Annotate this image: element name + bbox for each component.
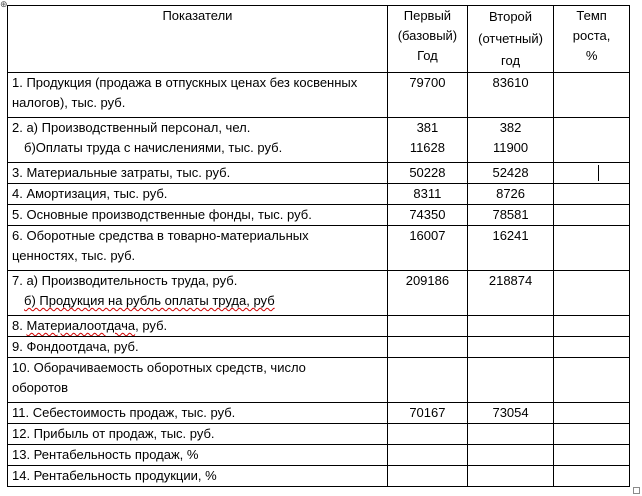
row-first-year-cell[interactable] xyxy=(387,205,467,226)
row-first-year-cell[interactable] xyxy=(387,163,467,184)
row-name-cell[interactable] xyxy=(8,358,388,403)
row-name: 5. Основные производственные фонды, тыс. руб. xyxy=(12,207,312,222)
row-first-year-cell[interactable] xyxy=(387,424,467,445)
table-row xyxy=(8,403,630,424)
table-row xyxy=(8,358,630,403)
row-name-number: 8. xyxy=(12,318,27,333)
row-growth-cell[interactable] xyxy=(554,466,630,487)
row-second-year-cell[interactable] xyxy=(467,445,553,466)
table-row xyxy=(8,118,630,163)
row-second-year-cell[interactable] xyxy=(467,403,553,424)
header-first-year-line1: Первый xyxy=(403,8,452,23)
row-growth-cell[interactable] xyxy=(554,271,630,316)
row-second-year-cell[interactable] xyxy=(467,118,553,163)
row-first-year-value: 74350 xyxy=(409,207,446,222)
row-first-year-cell[interactable] xyxy=(387,403,467,424)
row-growth-cell[interactable] xyxy=(554,337,630,358)
row-second-year-cell[interactable] xyxy=(467,163,553,184)
row-name-sub xyxy=(12,291,383,311)
row-name: 9. Фондоотдача, руб. xyxy=(12,339,139,354)
row-growth-cell[interactable] xyxy=(554,226,630,271)
row-name-sub: б)Оплаты труда с начислениями, тыс. руб. xyxy=(24,140,283,155)
row-second-year-value-sub: 11900 xyxy=(492,140,529,155)
row-first-year-cell[interactable] xyxy=(387,316,467,337)
row-growth-cell[interactable] xyxy=(554,163,630,184)
row-name-cell[interactable] xyxy=(8,184,388,205)
row-growth-cell[interactable] xyxy=(554,118,630,163)
row-first-year-value-sub: 11628 xyxy=(409,140,445,155)
table-row xyxy=(8,226,630,271)
row-name-cont: налогов), тыс. руб. xyxy=(12,95,126,110)
row-name: 11. Себестоимость продаж, тыс. руб. xyxy=(12,405,236,420)
table-row xyxy=(8,316,630,337)
row-first-year-cell[interactable] xyxy=(387,337,467,358)
row-name-cell[interactable] xyxy=(8,163,388,184)
row-name-cont: ценностях, тыс. руб. xyxy=(12,248,136,263)
table-row xyxy=(8,205,630,226)
row-growth-cell[interactable] xyxy=(554,403,630,424)
row-name: 4. Амортизация, тыс. руб. xyxy=(12,186,168,201)
header-first-year-line2: (базовый) xyxy=(397,28,458,43)
row-growth-cell[interactable] xyxy=(554,205,630,226)
row-name-cell[interactable] xyxy=(8,271,388,316)
table-header-row xyxy=(8,6,630,73)
row-first-year-cell[interactable] xyxy=(387,445,467,466)
row-name-cell[interactable] xyxy=(8,337,388,358)
row-name: 12. Прибыль от продаж, тыс. руб. xyxy=(12,426,215,441)
row-first-year-cell[interactable] xyxy=(387,466,467,487)
header-second-year[interactable] xyxy=(467,6,553,73)
table-row xyxy=(8,271,630,316)
table-row xyxy=(8,184,630,205)
text-cursor xyxy=(598,165,599,181)
header-indicators-label: Показатели xyxy=(162,8,233,23)
header-growth-rate-line1: Темп роста, xyxy=(572,8,611,43)
row-second-year-value: 382 xyxy=(499,120,522,135)
row-name-cell[interactable] xyxy=(8,226,388,271)
header-second-year-line2: (отчетный) xyxy=(478,31,543,46)
row-name-sub-text: б) Продукция на рубль оплаты труда, руб xyxy=(24,293,275,308)
row-first-year-value: 70167 xyxy=(409,405,446,420)
row-second-year-value: 8726 xyxy=(496,186,526,201)
row-first-year-value: 209186 xyxy=(405,273,450,288)
row-name-cell[interactable] xyxy=(8,424,388,445)
row-first-year-value: 8311 xyxy=(413,186,442,201)
row-name: 14. Рентабельность продукции, % xyxy=(12,468,217,483)
header-growth-rate[interactable] xyxy=(554,6,630,73)
indicators-table xyxy=(7,5,630,487)
row-name xyxy=(12,316,383,336)
row-name-unit: , руб. xyxy=(135,318,168,333)
row-growth-cell[interactable] xyxy=(554,445,630,466)
table-row xyxy=(8,424,630,445)
header-first-year-line3: Год xyxy=(417,48,438,63)
header-growth-rate-line2: % xyxy=(585,48,598,63)
row-name: 10. Оборачиваемость оборотных средств, число xyxy=(12,360,306,375)
table-row xyxy=(8,73,630,118)
row-name: 3. Материальные затраты, тыс. руб. xyxy=(12,165,231,180)
table-move-handle[interactable]: ⊕ xyxy=(0,0,8,9)
row-name: 2. а) Производственный персонал, чел. xyxy=(12,120,251,135)
table-row xyxy=(8,337,630,358)
row-name-misspelled-word: Материалоотдача xyxy=(26,318,136,333)
row-name-cell[interactable] xyxy=(8,403,388,424)
row-second-year-value: 73054 xyxy=(492,405,529,420)
row-first-year-value: 79700 xyxy=(409,75,446,90)
row-name-cell[interactable] xyxy=(8,466,388,487)
row-name: 7. а) Производительность труда, руб. xyxy=(12,273,238,288)
row-second-year-value: 218874 xyxy=(488,273,533,288)
row-name-cell[interactable] xyxy=(8,73,388,118)
header-second-year-line3: год xyxy=(501,53,521,68)
row-name-cell[interactable] xyxy=(8,118,388,163)
row-first-year-cell[interactable] xyxy=(387,73,467,118)
row-second-year-cell[interactable] xyxy=(467,271,553,316)
header-first-year[interactable] xyxy=(387,6,467,73)
row-growth-cell[interactable] xyxy=(554,184,630,205)
table-row xyxy=(8,466,630,487)
header-second-year-line1: Второй xyxy=(489,9,533,24)
row-growth-cell[interactable] xyxy=(554,73,630,118)
row-growth-cell[interactable] xyxy=(554,316,630,337)
row-first-year-value: 50228 xyxy=(409,165,446,180)
row-first-year-cell[interactable] xyxy=(387,358,467,403)
table-row xyxy=(8,163,630,184)
row-name: 6. Оборотные средства в товарно-материальных xyxy=(12,228,309,243)
header-indicators[interactable] xyxy=(8,6,388,73)
row-second-year-value: 52428 xyxy=(492,165,529,180)
row-second-year-cell[interactable] xyxy=(467,226,553,271)
row-second-year-cell[interactable] xyxy=(467,424,553,445)
row-second-year-value: 16241 xyxy=(492,228,529,243)
row-second-year-cell[interactable] xyxy=(467,337,553,358)
row-growth-cell[interactable] xyxy=(554,358,630,403)
table-resize-handle[interactable] xyxy=(633,487,640,494)
table-row xyxy=(8,445,630,466)
row-name-cell[interactable] xyxy=(8,445,388,466)
row-second-year-cell[interactable] xyxy=(467,205,553,226)
row-first-year-cell[interactable] xyxy=(387,271,467,316)
row-first-year-cell[interactable] xyxy=(387,184,467,205)
row-name: 1. Продукция (продажа в отпускных ценах без косвенных xyxy=(12,75,358,90)
row-first-year-cell[interactable] xyxy=(387,118,467,163)
row-second-year-cell[interactable] xyxy=(467,316,553,337)
row-name-cell[interactable] xyxy=(8,205,388,226)
row-name: 13. Рентабельность продаж, % xyxy=(12,447,199,462)
row-second-year-value: 83610 xyxy=(492,75,529,90)
row-second-year-cell[interactable] xyxy=(467,184,553,205)
row-first-year-value: 381 xyxy=(416,120,439,135)
row-second-year-cell[interactable] xyxy=(467,358,553,403)
row-first-year-cell[interactable] xyxy=(387,226,467,271)
row-growth-cell[interactable] xyxy=(554,424,630,445)
row-second-year-value: 78581 xyxy=(492,207,529,222)
row-second-year-cell[interactable] xyxy=(467,73,553,118)
row-name-cont: оборотов xyxy=(12,380,69,395)
row-name-cell[interactable] xyxy=(8,316,388,337)
row-second-year-cell[interactable] xyxy=(467,466,553,487)
row-first-year-value: 16007 xyxy=(409,228,446,243)
